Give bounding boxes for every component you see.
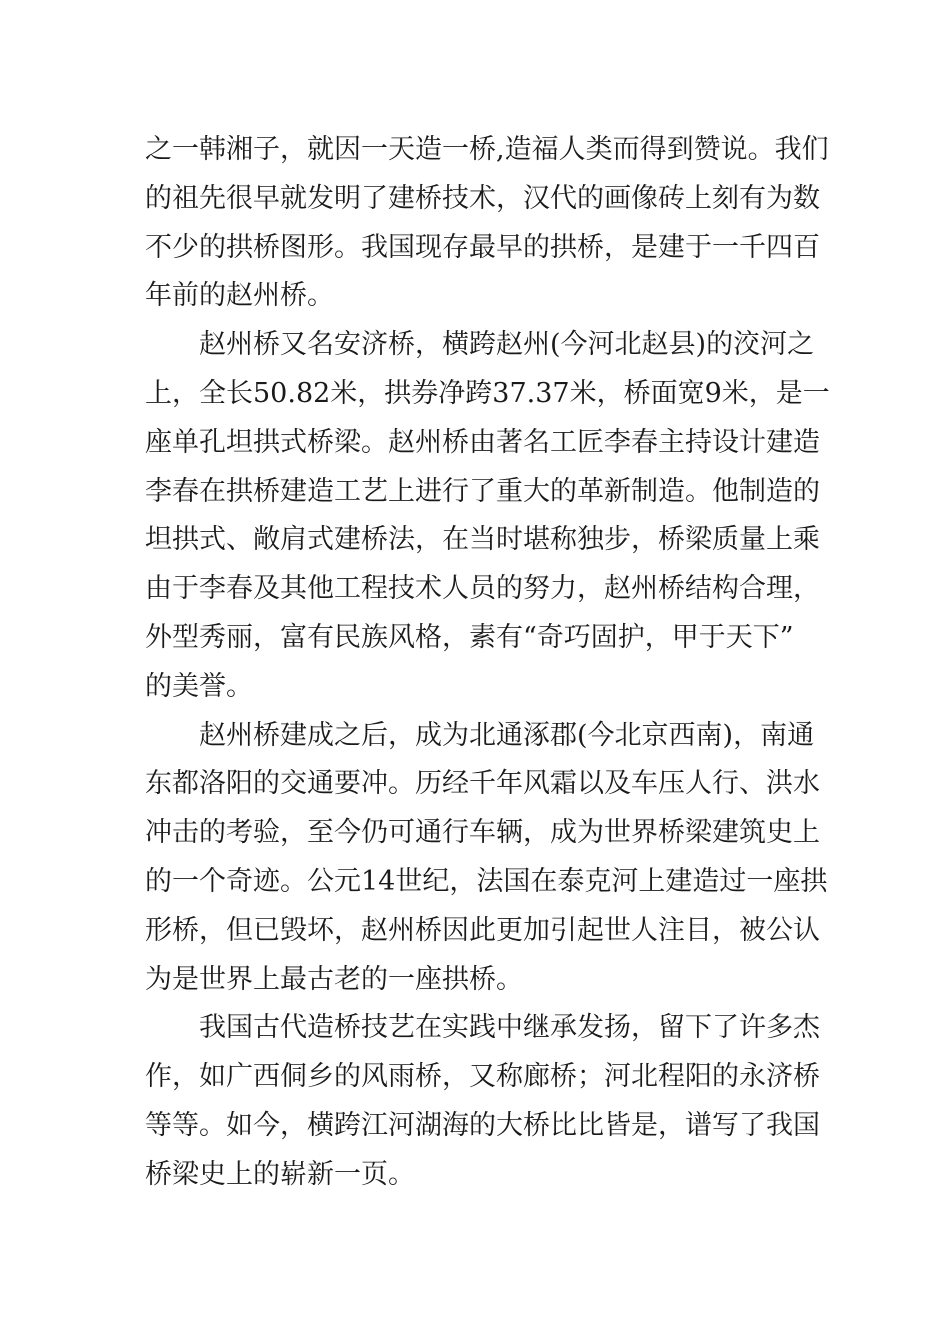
text-line: 之一韩湘子，就因一天造一桥,造福人类而得到赞说。我们 <box>145 134 829 165</box>
text-line: 由于李春及其他工程技术人员的努力，赵州桥结构合理， <box>145 573 820 605</box>
text-line: 为是世界上最古老的一座拱桥。 <box>145 963 523 995</box>
text-line: 坦拱式、敞肩式建桥法，在当时堪称独步，桥梁质量上乘 <box>145 524 820 556</box>
text-line: 上，全长50.82米，拱券净跨37.37米，桥面宽9米，是一 <box>145 377 830 409</box>
text-line: 赵州桥建成之后，成为北通涿郡(今北京西南)，南通 <box>199 719 815 751</box>
paragraph-3 <box>145 712 828 1005</box>
text-line: 冲击的考验，至今仍可通行车辆，成为世界桥梁建筑史上 <box>145 817 820 849</box>
text-line: 赵州桥又名安济桥，横跨赵州(今河北赵县)的洨河之 <box>199 329 815 361</box>
text-line: 我国古代造桥技艺在实践中继承发扬，留下了许多杰 <box>199 1012 820 1044</box>
paragraph-4 <box>145 1004 820 1199</box>
text-line: 作，如广西侗乡的风雨桥，又称廊桥；河北程阳的永济桥 <box>145 1061 820 1093</box>
text-line: 的祖先很早就发明了建桥技术，汉代的画像砖上刻有为数 <box>145 182 820 214</box>
text-line: 不少的拱桥图形。我国现存最早的拱桥，是建于一千四百 <box>145 231 820 263</box>
text-line: 的美誉。 <box>145 670 253 702</box>
text-line: 座单孔坦拱式桥梁。赵州桥由著名工匠李春主持设计建造 <box>145 426 820 458</box>
paragraph-1 <box>145 126 829 321</box>
text-line: 桥梁史上的崭新一页。 <box>145 1158 415 1190</box>
text-line: 外型秀丽，富有民族风格，素有“奇巧固护，甲于天下” <box>145 621 794 653</box>
text-line: 年前的赵州桥。 <box>145 280 334 312</box>
text-line: 的一个奇迹。公元14世纪，法国在泰克河上建造过一座拱 <box>145 865 828 897</box>
text-line: 等等。如今，横跨江河湖海的大桥比比皆是，谱写了我国 <box>145 1109 820 1141</box>
text-line: 李春在拱桥建造工艺上进行了重大的革新制造。他制造的 <box>145 475 820 507</box>
text-line: 形桥，但已毁坏，赵州桥因此更加引起世人注目，被公认 <box>145 914 820 946</box>
text-line: 东都洛阳的交通要冲。历经千年风霜以及车压人行、洪水 <box>145 768 820 800</box>
document-body <box>145 126 830 1200</box>
paragraph-2 <box>145 321 830 711</box>
